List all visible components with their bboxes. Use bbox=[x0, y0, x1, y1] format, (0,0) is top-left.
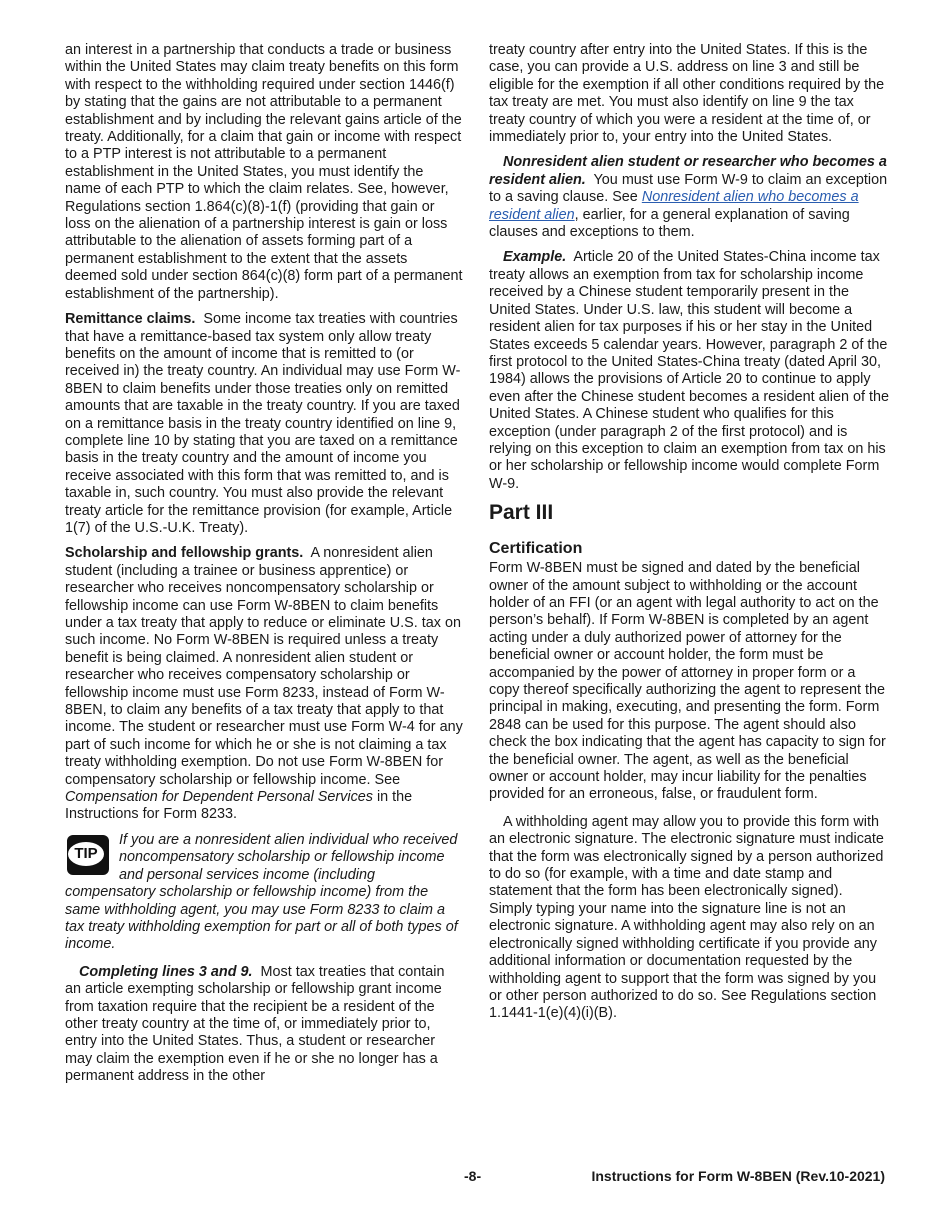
lines-3-9-paragraph bbox=[65, 964, 463, 1086]
example-body: Article 20 of the United States-China income tax treaty allows an exemption from tax for scholarship income received by a Chinese student temporarily present in the United States. Under U.S. law, this student will become a resident alien for tax purposes if his or her stay in the United States exceeds 5 calendar years. However, paragraph 2 of the first protocol to the United States-China treaty (dated April 30, 1984) allows the provisions of Article 20 to continue to apply even after the Chinese student becomes a resident alien of the United States. A Chinese student who qualifies for this exception (under paragraph 2 of the first protocol) and is relying on this exception to claim an exemption from tax on his or her scholarship or fellowship income would complete Form W-9. bbox=[489, 249, 889, 492]
nonresident-body-tail: , earlier, for a general explanation of saving clauses and exceptions to them. bbox=[489, 206, 850, 241]
remittance-body: Some income tax treaties with countries that have a remittance-based tax system only allow treaty benefits on the amount of income that is remitted to (or received in) the treaty country. An individual may use Form W-8BEN to claim benefits under those treaties only on remitted amounts that are taxable in the treaty country. If you are taxed on a remittance basis in the treaty country identified on line 9, complete line 10 by stating that you are taxed on a remittance basis in the treaty country and the amount of income you receive associated with this form that was remitted to, and is taxable in, such country. You must also provide the relevant treaty article for the remittance provision (for example, Article 1(7) of the U.S.-U.K. Treaty). bbox=[65, 311, 461, 536]
lines-3-9-heading: Completing lines 3 and 9. bbox=[79, 963, 253, 980]
part-heading: Part III bbox=[489, 501, 554, 525]
example-paragraph bbox=[489, 249, 889, 493]
tip-text: If you are a nonresident alien individual who received noncompensatory scholarship or fellowship income and personal services income (including compensatory scholarship or fellowship income) from the same withholding agent, you may use Form 8233 to claim a tax treaty withholding exemption for part or all of both types of income. bbox=[65, 831, 458, 953]
scholarship-tail: in the Instructions for Form 8233. bbox=[65, 789, 413, 823]
scholarship-paragraph bbox=[65, 545, 463, 824]
nonresident-link[interactable]: Nonresident alien who becomes a resident alien bbox=[489, 189, 859, 223]
document-title: Instructions for Form W-8BEN (Rev.10-2021) bbox=[591, 1168, 885, 1184]
scholarship-body: A nonresident alien student (including a trainee or business apprentice) or researcher who receives noncompensatory scholarship or fellowship income can use Form W-8BEN to claim benefits under a tax treaty that apply to reduce or eliminate U.S. tax on such income. No Form W-8BEN is required unless a treaty benefit is being claimed. A nonresident alien student or researcher who receives compensatory scholarship or fellowship income must use Form 8233, instead of Form W-8BEN, to claim any benefits of a tax treaty that apply to that income. The student or researcher must use Form W-4 for any part of such income for which he or she is not claiming a tax treaty withholding exemption. Do not use Form W-8BEN for compensatory scholarship or fellowship income. See bbox=[65, 545, 463, 788]
nonresident-body: You must use Form W-9 to claim an exception to a saving clause. See bbox=[489, 171, 888, 206]
tip-label: TIP bbox=[68, 842, 104, 866]
scholarship-reference: Compensation for Dependent Personal Services bbox=[65, 789, 373, 806]
example-heading: Example. bbox=[503, 249, 567, 266]
right-column bbox=[489, 42, 889, 1031]
certification-paragraph: Form W-8BEN must be signed and dated by the beneficial owner of the amount subject to withholding or the account holder of an FFI (or an agent with legal authority to act on the person’s behalf). If Form W-8BEN is completed by an agent acting under a duly authorized power of attorney for the beneficial owner or account holder, the form must be accompanied by the power of attorney in proper form or a copy thereof specifically authorizing the agent to represent the principal in making, executing, and presenting the form. Form 2848 can be used for this purpose. The agent should also check the box indicating that the agent has capacity to sign for the beneficial owner. The agent, as well as the beneficial owner or account holder, may incur liability for the penalties provided for an erroneous, false, or fraudulent form. bbox=[489, 560, 886, 803]
left-column bbox=[65, 42, 463, 1094]
remittance-heading: Remittance claims. bbox=[65, 311, 196, 328]
tip-box bbox=[65, 832, 463, 954]
scholarship-heading: Scholarship and fellowship grants. bbox=[65, 545, 304, 562]
nonresident-heading: Nonresident alien student or researcher who becomes a resident alien. bbox=[489, 154, 887, 188]
lines-3-9-body: Most tax treaties that contain an article exempting scholarship or fellowship grant income from taxation require that the recipient be a resident of the other treaty country at the time of, or immediately prior to, entry into the United States. Thus, a student or researcher may claim the exemption even if he or she no longer has a permanent address in the other bbox=[65, 963, 445, 1085]
electronic-signature-paragraph: A withholding agent may allow you to provide this form with an electronic signature. The electronic signature must indicate that the form was electronically signed by a person authorized to do so (for example, with a time and date stamp and statement that the form has been electronically signed). Simply typing your name into the signature line is not an electronic signature. A withholding agent may also rely on an electronically signed withholding certificate if you provide any additional information or documentation requested by the withholding agent to support that the form was signed by you or other person authorized to do so. See Regulations section 1.1441-1(e)(4)(i)(B). bbox=[489, 813, 884, 1022]
certification-heading: Certification bbox=[489, 540, 583, 558]
treaty-country-paragraph: treaty country after entry into the United States. If this is the case, you can provide a U.S. address on line 3 and still be eligible for the exemption if all other conditions required by the tax treaty are met. You must also identify on line 9 the tax treaty country of which you were a resident at the time of, or immediately prior to, your entry into the United States. bbox=[489, 42, 885, 146]
page-number: -8- bbox=[464, 1168, 482, 1184]
remittance-paragraph bbox=[65, 311, 463, 537]
tip-icon bbox=[65, 834, 111, 876]
partnership-paragraph: an interest in a partnership that conducts a trade or business within the United States may claim treaty benefits on this form with respect to the withholding required under section 1446(f) by stating that the gains are not attributable to a permanent establishment and by including the relevant gains article of the treaty. Additionally, for a claim that gain or income with respect to a PTP interest is not attributable to a permanent establishment in the United States, you must identify the name of each PTP to which the claim relates. See, however, Regulations section 1.864(c)(8)-1(f) (providing that gain or loss on the alienation of a partnership interest is gain or loss attributable to the alienation of assets forming part of a permanent establishment to the extent that the assets deemed sold under section 864(c)(8) form part of a permanent establishment of the partnership). bbox=[65, 42, 463, 302]
nonresident-paragraph bbox=[489, 154, 889, 241]
